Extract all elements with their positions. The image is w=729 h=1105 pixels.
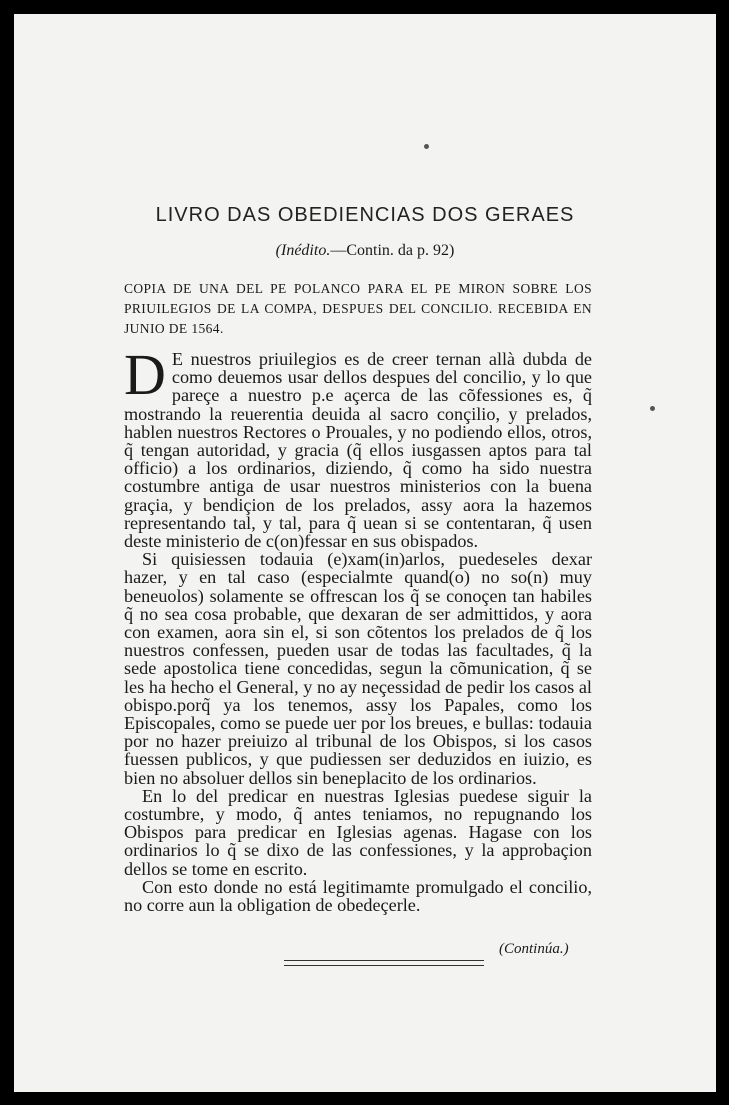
paragraph: Si quisiessen todauia (e)xam(in)arlos, puedeseles dexar hazer, y en tal caso (especialmte quand(o) no so(n) muy beneuolos) solamente se offrescan los q̃ se conoçen tan habiles q̃ no sea cosa probable, que dexaran de ser admittidos, y aora con examen, aora sin el, si son cõtentos los prelados de q̃ los nuestros confessen, pueden usar de todas las facultades, q̃ la sede apostolica tiene concedidas, segun la cõmunication, q̃ se les ha hecho el General, y no ay neçessidad de pedir los casos al obispo.porq̃ ya los tenemos, assy los Papales, como los Episcopales, como se puede uer por los breues, e bullas: todauia por no hazer preiuizo al tribunal de los Obispos, si los casos fuessen publicos, y que pudiessen ser deduzidos en iuizio, es bien no absoluer dellos sin beneplacito de los ordinarios. xyxy=(124,549,592,788)
ink-speck xyxy=(650,406,655,411)
subtitle-italic: (Inédito. xyxy=(275,242,331,259)
ink-speck xyxy=(424,144,429,149)
letter-body xyxy=(124,342,592,916)
letter-heading: COPIA DE UNA DEL PE POLANCO PARA EL PE MIRON SOBRE LOS PRIUILEGIOS DE LA COMPA, DESPUES DEL CONCILIO. RECEBIDA EN JUNIO DE 1564. xyxy=(124,281,592,336)
continua-note: (Continúa.) xyxy=(499,941,569,957)
drop-cap: D xyxy=(124,342,166,407)
page xyxy=(14,14,716,1092)
paragraph: En lo del predicar en nuestras Iglesias puedese siguir la costumbre, y modo, q̃ antes teniamos, no repugnando los Obispos para predicar en Iglesias agenas. Hagase con los ordinarios lo q̃ se dixo de las confessiones, y la approbaçion dellos se tome en escrito. xyxy=(124,785,592,879)
paragraph-text: E nuestros priuilegios es de creer ternan allà dubda de como deuemos usar dellos despues del concilio, y lo que pareçe a nuestro p.e açerca de las cõfessiones es, q̃ mostrando la reuerentia deuida al sacro conçilio, y prelados, hablen nuestros Rectores o Prouales, y no podiendo ellos, otros, q̃ tengan autoridad, y gracia (q̃ ellos iusgassen aptos para tal officio) a los ordinarios, diziendo, q̃ como ha sido nuestra costumbre antiga de usar nuestros ministerios con la buena graçia, y bendiçion de los prelados, assy aora la hazemos representando tal, y tal, para q̃ uean si se contentaran, q̃ usen deste ministerio de c(on)fessar en sus obispados. xyxy=(124,349,592,552)
paragraph: Con esto donde no está legitimamte promulgado el concilio, no corre aun la obligation de obedeçerle. xyxy=(124,876,592,916)
article-subtitle xyxy=(14,242,716,260)
paragraph xyxy=(124,342,592,552)
double-rule-divider xyxy=(284,960,484,966)
subtitle-rest: —Contin. da p. 92) xyxy=(330,242,455,259)
article-title: LIVRO DAS OBEDIENCIAS DOS GERAES xyxy=(155,204,575,226)
